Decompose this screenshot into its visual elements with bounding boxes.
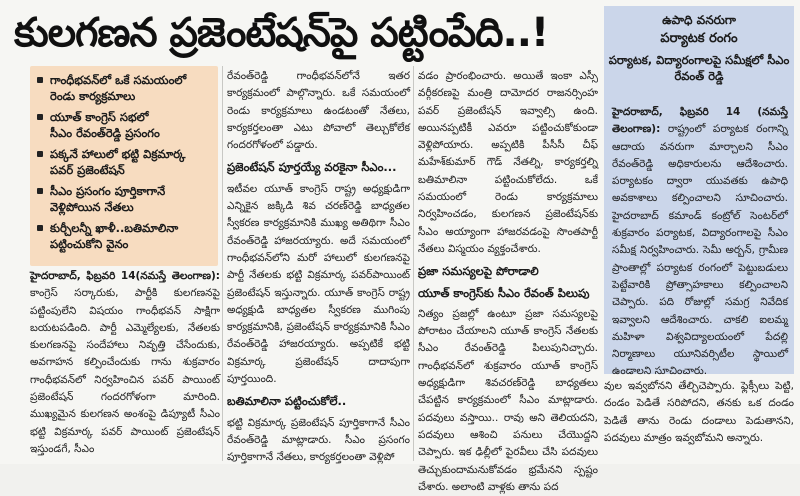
dateline: హైదరాబాద్, ఫిబ్రవరి 14 (నమస్తే తెలంగాణ): — [612, 106, 788, 136]
column-divider — [222, 66, 223, 461]
highlight-item — [36, 146, 212, 178]
article-paragraph: రేవంత్‌రెడ్డి గాంధీభవన్‌లోనే ఇతర కార్యక్రమంలో పాల్గొన్నారు. ఒకే సమయంలో రెండు కార్యక్రమాలు ఉండటంతో నేతలు, కార్యకర్తలంతా ఎటు పోవాలో తెల్చుకోలేక గందరగోళంలో పడ్డారు. — [227, 70, 410, 152]
sidebar-continuation: వుల ఇవ్వబోనని తేల్చిచెప్పారు. ఫ్లెక్సీలు పెట్టి, దండం పెడితే సరిపోదని, తనకు ఒక దండం పెడితే తాను రెండు దండాలు పెడుతానని, పదవులు మాత్రం ఇవ్వబోమని అన్నారు. — [604, 380, 794, 444]
highlight-line: సీఎం ప్రసంగం పూర్తికాగానే — [50, 184, 166, 198]
sidebar-title: పర్యాటక రంగం — [660, 31, 738, 46]
sidebar-deck: పర్యాటక, విద్యారంగాలపై సమీక్షలో సీఎం రేవంత్ రెడ్డి — [608, 53, 790, 83]
sidebar-kicker: ఉపాధి వనరుగా — [662, 13, 736, 27]
sidebar-text: రాష్ట్రంలో పర్యాటక రంగాన్ని ఆదాయ వనరుగా మార్చాలని సీఎం రేవంత్‌రెడ్డి అధికారులను ఆదేశించారు. పర్యాటకం ద్వారా యువతకు ఉపాధి అవకాశాలు కల్పించాలని సూచించారు. హైదరాబాద్ కమాండ్ కంట్రోల్ సెంటర్‌లో శుక్రవారం పర్యాటక, విద్యారంగాలపై సీఎం సమీక్ష నిర్వహించారు. సెమీ అర్బన్, గ్రామీణ ప్రాంతాల్లో పర్యాటక రంగంలో పెట్టుబడులు పెట్టేవారికి ప్రోత్సాహకాలు కల్పించాలని చెప్పారు. పది రోజుల్లో సమగ్ర నివేదిక ఇవ్వాలని ఆదేశించారు. చాకలి ఐలమ్మ మహిళా విశ్వవిద్యాలయంలో పేదల్లి నిర్మాణాలు యూనివర్సిటీల స్థాయిలో ఉండాలని సూచించారు. — [612, 123, 788, 378]
sidebar-body — [612, 104, 788, 381]
highlight-line: కుర్చీలన్నీ ఖాళీ..బతిమాలినా — [50, 221, 179, 235]
highlight-line: వెళ్లిపోయిన నేతలు — [50, 200, 134, 214]
highlight-item — [36, 220, 212, 252]
highlight-line: పట్టించుకోని వైనం — [50, 237, 129, 251]
subheading: బతిమాలినా పట్టించుకోలే.. — [227, 394, 347, 409]
highlight-line: గాంధీభవన్‌లో ఒకే సమయంలో — [50, 73, 187, 87]
highlight-item — [36, 183, 212, 215]
highlight-line: సీఎం రేవంత్‌రెడ్డి ప్రసంగం — [50, 126, 160, 140]
article-column-middle — [227, 68, 410, 467]
highlight-item — [36, 109, 212, 141]
highlight-line: రెండు కార్యక్రమాలు — [50, 89, 136, 103]
article-text: కాంగ్రెస్ సర్కారుకు, పార్టీకి కులగణనపై పట్టింపులేని విషయం గాంధీభవన్ సాక్షిగా బయటపడింది. పార్టీ ఎమ్మెల్యేలకు, నేతలకు కులగణనపై సందేహాలు నివృత్తి చేసేందుకు, అవగాహన కల్పించేందుకు గాను శుక్రవారం గాంధీభవన్‌లో నిర్వహించిన పవర్ పాయింట్ ప్రజెంటేషన్ గందరగోళంగా మారింది. ముఖ్యమైన కులగణన అంశంపై డిప్యూటీ సీఎం భట్టి విక్రమార్క పవర్ పాయింట్ ప్రజెంటేషన్ ఇస్తుండగే, సీఎం — [30, 287, 220, 455]
highlights-list — [30, 66, 218, 252]
subheading: ప్రజెంటేషన్ పూర్తయ్యే వరకైనా సీఎం... — [227, 160, 397, 175]
subheading: యూత్ కాంగ్రెస్‌కు సీఎం రేవంత్ పిలుపు — [418, 285, 590, 300]
sidebar-heading — [604, 6, 794, 84]
sidebar-article — [604, 6, 794, 378]
highlights-box — [30, 66, 218, 266]
article-lead — [30, 268, 220, 458]
article-column-right — [418, 68, 598, 496]
article-paragraph: ఇటీవల యూత్ కాంగ్రెస్ రాష్ట్ర అధ్యక్షుడిగా ఎన్నికైన జక్కిడి శివ చరణ్‌రెడ్డి బాధ్యతల స్వీకరణ కార్యక్రమానికి ముఖ్య అతిథిగా సీఎం రేవంత్‌రెడ్డి హాజరయ్యారు. అదే సమయంలో గాంధీభవన్‌లోని మరో హాలులో కులగణనపై పార్టీ నేతలకు భట్టి విక్రమార్క పవర్‌పాయింట్ ప్రజెంటేషన్ ఇస్తున్నారు. యూత్ కాంగ్రెస్ రాష్ట్ర అధ్యక్షుడి బాధ్యతల స్వీకరణ ముగింపు కార్యక్రమానికి, ప్రజెంటేషన్ కార్యక్రమానికి సీఎం రేవంత్‌రెడ్డి హాజరయ్యారు. అప్పటికే భట్టి విక్రమార్క ప్రజెంటేషన్ దాదాపుగా పూర్తయింది. — [227, 182, 410, 386]
article-paragraph: భట్టి విక్రమార్క ప్రజెంటేషన్ పూర్తికాగానే సీఎం రేవంత్‌రెడ్డి మాట్లాడారు. సీఎం ప్రసంగం పూర్తికాగానే నేతలు, కార్యకర్తలంతా వెళ్లిపో — [227, 416, 410, 464]
highlight-line: పక్కనే హాలులో భట్టి విక్రమార్క — [50, 147, 186, 161]
headline: కులగణన ప్రజెంటేషన్‌పై పట్టింపేది..! — [14, 10, 549, 56]
article-paragraph: వడం ప్రారంభించారు. అయితే ఇంకా ఎస్సీ వర్గీకరణపై మంత్రి దామోదర రాజనర్సింహ పవర్ ప్రజెంటేషన్ ఇవ్వాల్సి ఉంది. అయినప్పటికీ ఎవరూ పట్టించుకోకుండా వెళ్లిపోయారు. అప్పటికి పీసీసీ చీఫ్ మహేశ్‌కుమార్ గౌడ్ నేతల్ని, కార్యకర్తల్ని బతిమాలినా పట్టించుకోలేదు. ఒకే సమయంలో రెండు కార్యక్రమాలు నిర్వహించడం, కులగణన ప్రజెంటేషన్‌కు సీఎం అయ్యాంగా హాజరవడంపై సొంతపార్టీ నేతలు విస్మయం వ్యక్తంచేశారు. — [418, 70, 598, 255]
highlight-item — [36, 72, 212, 104]
subheading: ప్రజా సమస్యలపై పోరాడాలి — [418, 264, 539, 279]
highlight-line: పవర్ ప్రజెంటేషన్ — [50, 163, 125, 177]
highlight-line: యూత్ కాంగ్రెస్ సభలో — [50, 110, 149, 124]
dateline: హైదరాబాద్, ఫిబ్రవరి 14(నమస్తే తెలంగాణ): — [30, 270, 220, 282]
column-divider — [413, 66, 414, 461]
article-paragraph: నిత్యం ప్రజల్లో ఉంటూ ప్రజా సమస్యలపై పోరాటం చేయాలని యూత్ కాంగ్రెస్ నేతలకు సీఎం రేవంత్‌రెడ్డి పిలుపునిచ్చారు. గాంధీభవన్‌లో శుక్రవారం యూత్ కాంగ్రెస్ అధ్యక్షుడిగా శివచరణ్‌రెడ్డి బాధ్యతలు చేపట్టిన కార్యక్రమంలో సీఎం మాట్లాడారు. పదవులు వస్తాయి.. రావు అని తెలియదని, పదవులు ఆశించి పనులు చేయొద్దని చెప్పారు. ఇక ఢిల్లీలో పైరవీలు చేసి పదవులు తెచ్చుకుందామనుకోవడం భ్రమేనని స్పష్టం చేశారు. అలాంటి వాళ్లకు తాను పద — [418, 307, 598, 493]
article-column-left — [30, 268, 220, 458]
